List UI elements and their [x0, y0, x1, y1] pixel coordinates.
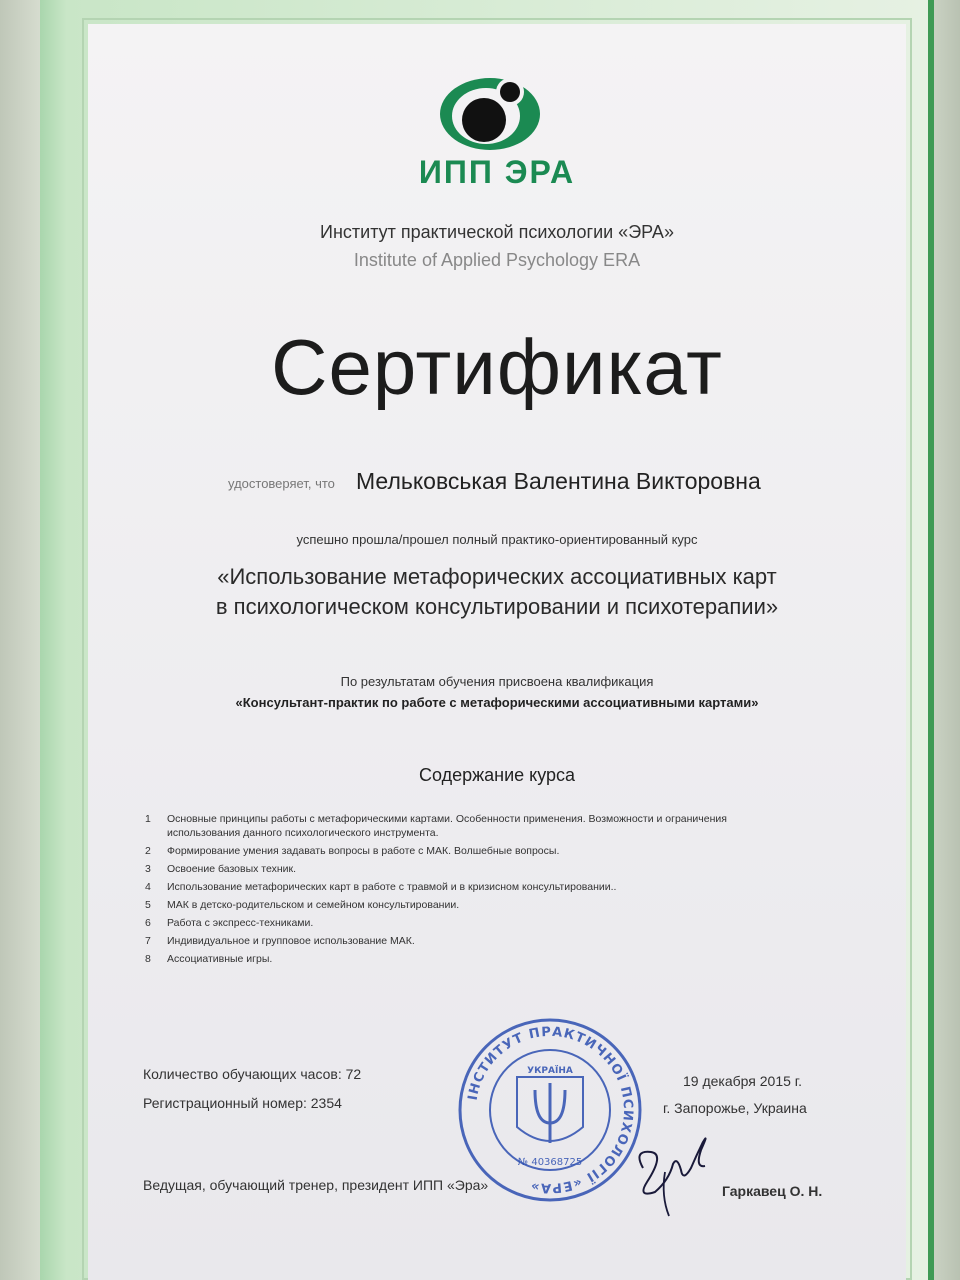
topic-text: Индивидуальное и групповое использование МАК. [167, 935, 415, 947]
logo-text: ИПП ЭРА [418, 154, 576, 190]
topic-number: 6 [145, 917, 151, 929]
topic-number: 5 [145, 899, 151, 911]
qualification-intro: По результатам обучения присвоена квалификация [340, 674, 654, 689]
photo-background-left [0, 0, 40, 1280]
certifies-label: удостоверяет, что [228, 476, 335, 491]
topic-number: 8 [145, 953, 151, 965]
topic-number: 2 [145, 845, 151, 857]
topic-number: 4 [145, 881, 151, 893]
official-stamp-icon [455, 1015, 645, 1205]
topic-text: Освоение базовых техник. [167, 863, 297, 875]
list-item [145, 898, 785, 912]
topic-text: Использование метафорических карт в работе с травмой и в кризисном консультировании.. [167, 881, 617, 893]
institute-name-ru: Институт практической психологии «ЭРА» [320, 222, 674, 242]
course-title-line-1: «Использование метафорических ассоциативных карт [217, 564, 777, 589]
list-item [145, 952, 785, 966]
topic-number: 3 [145, 863, 151, 875]
passed-text: успешно прошла/прошел полный практико-ориентированный курс [296, 532, 698, 547]
training-hours: Количество обучающих часов: 72 [143, 1066, 362, 1082]
list-item [145, 934, 785, 948]
issue-date: 19 декабря 2015 г. [683, 1073, 803, 1089]
stamp-ring-text: ІНСТИТУТ ПРАКТИЧНОЇ ПСИХОЛОГІЇ «ЕРА» [465, 1024, 636, 1196]
course-title-line-2: в психологическом консультировании и психотерапии» [215, 594, 779, 619]
topic-number: 1 [145, 813, 151, 825]
list-item [145, 880, 785, 894]
list-item [145, 844, 785, 858]
institute-name-en: Institute of Applied Psychology ERA [353, 250, 641, 270]
stamp-code: № 40368725 [517, 1157, 583, 1168]
registration-number: Регистрационный номер: 2354 [143, 1095, 342, 1111]
topic-text: Основные принципы работы с метафорическими картами. Особенности применения. Возможности и ограничения использования данного психологического инструмента. [167, 813, 727, 839]
qualification-title: «Консультант-практик по работе с метафорическими ассоциативными картами» [235, 695, 759, 710]
course-topics-list [145, 812, 785, 970]
topic-number: 7 [145, 935, 151, 947]
issue-place: г. Запорожье, Украина [663, 1100, 807, 1116]
certificate-title: Сертификат [271, 323, 723, 411]
topic-text: Формирование умения задавать вопросы в работе с МАК. Волшебные вопросы. [167, 845, 560, 857]
course-title [88, 562, 906, 622]
list-item [145, 862, 785, 876]
stamp-inner-text: УКРАЇНА [527, 1066, 573, 1076]
topic-text: МАК в детско-родительском и семейном консультировании. [167, 899, 460, 911]
list-item [145, 916, 785, 930]
signer-name: Гаркавец О. Н. [722, 1183, 823, 1199]
course-contents-title: Содержание курса [418, 765, 576, 785]
era-logo-icon [438, 70, 542, 152]
list-item [145, 812, 785, 840]
topic-text: Ассоциативные игры. [167, 953, 273, 965]
recipient-name: Мельковськая Валентина Викторовна [356, 468, 761, 494]
topic-text: Работа с экспресс-техниками. [167, 917, 314, 929]
signature-icon [625, 1120, 715, 1220]
leader-title: Ведущая, обучающий тренер, президент ИПП «Эра» [143, 1177, 489, 1193]
